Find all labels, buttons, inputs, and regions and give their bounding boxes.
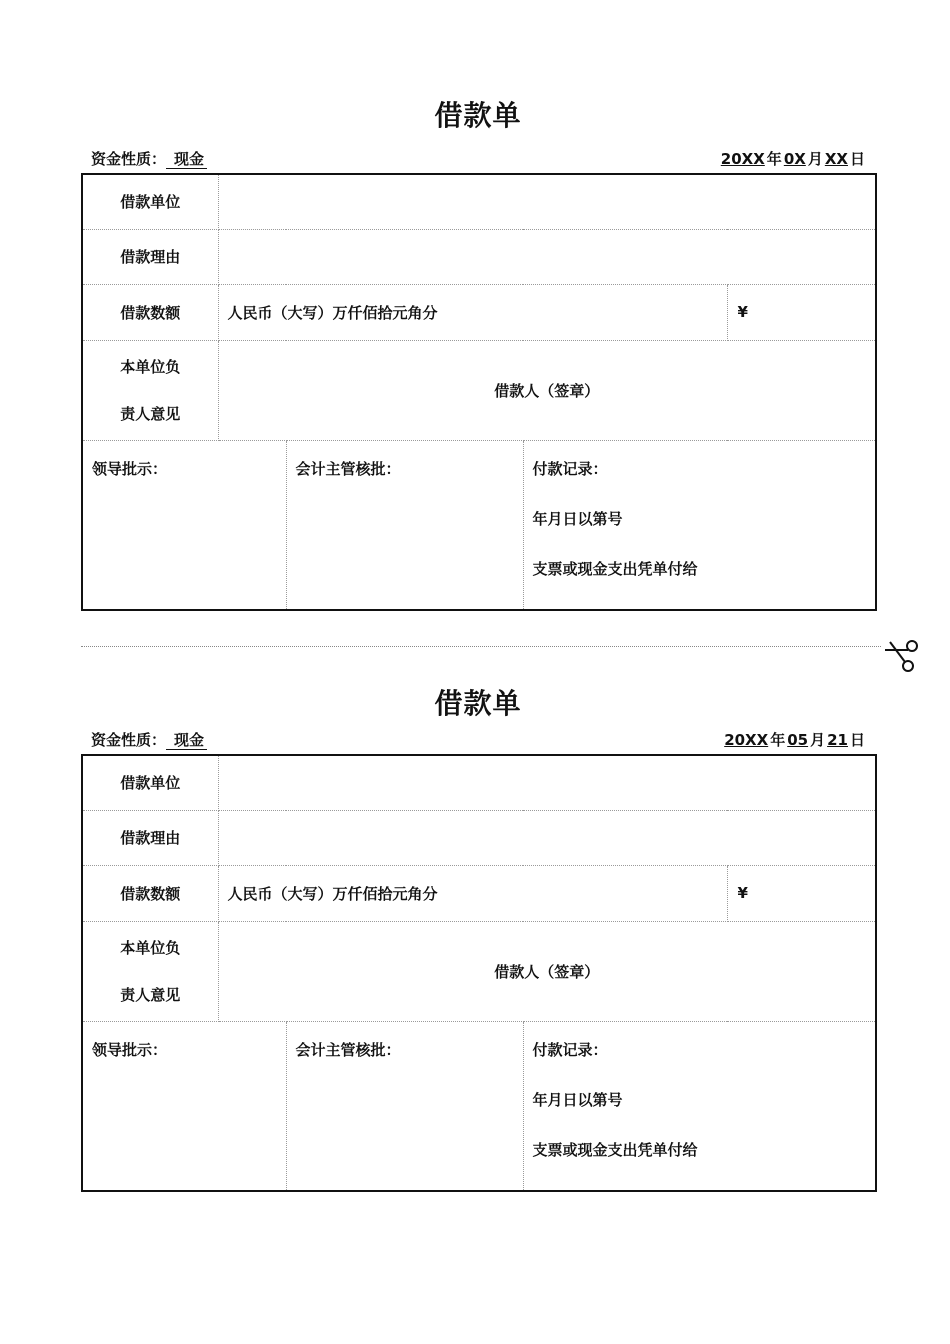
borrowing-unit-label: 借款单位 [82,174,218,229]
form-title: 借款单 [434,687,522,720]
fund-nature-label: 资金性质： [91,731,167,749]
fund-nature-value[interactable]: 现金 [166,151,207,169]
form-meta [91,730,865,750]
borrowing-reason-label: 借款理由 [82,229,218,284]
borrowing-amount-label: 借款数额 [82,284,218,340]
borrowing-reason-field[interactable] [218,810,876,865]
payment-record-line2: 年月日以第号 [532,1090,623,1109]
amount-yen[interactable]: ¥ [727,284,876,340]
amount-in-words[interactable]: 人民币（大写）万仟佰拾元角分 [218,865,727,921]
payment-record-title: 付款记录： [532,459,608,478]
borrowing-unit-field[interactable] [218,174,876,229]
date-day-unit: 日 [849,150,865,168]
date-year[interactable]: 20XX [720,150,765,168]
accounting-approval[interactable] [286,1021,523,1191]
date-year-unit: 年 [770,731,786,749]
leader-approval[interactable] [82,1021,286,1191]
opinion-label-line2: 责人意见 [120,405,181,423]
opinion-label-line1: 本单位负 [120,939,181,957]
leader-approval-label: 领导批示： [92,459,168,478]
date-month[interactable]: 05 [787,731,809,749]
opinion-label-line1: 本单位负 [120,358,181,376]
form-date [719,149,865,169]
form-meta [91,149,865,169]
date-year-unit: 年 [766,150,782,168]
fund-nature [91,730,207,750]
leader-approval[interactable] [82,440,286,610]
borrowing-amount-label: 借款数额 [82,865,218,921]
loan-table [81,173,877,611]
date-month[interactable]: 0X [783,150,806,168]
leader-approval-label: 领导批示： [92,1040,168,1059]
form-date [722,730,865,750]
opinion-label [82,921,218,1021]
borrowing-reason-field[interactable] [218,229,876,284]
date-month-unit: 月 [807,150,823,168]
payment-record-line3: 支票或现金支出凭单付给 [532,1140,698,1159]
loan-table [81,754,877,1192]
fund-nature-value[interactable]: 现金 [166,732,207,750]
borrowing-unit-label: 借款单位 [82,755,218,810]
date-year[interactable]: 20XX [724,731,769,749]
accounting-approval-label: 会计主管核批： [295,459,401,478]
form-title: 借款单 [434,99,522,132]
payment-record-line3: 支票或现金支出凭单付给 [532,559,698,578]
amount-in-words[interactable]: 人民币（大写）万仟佰拾元角分 [218,284,727,340]
amount-yen[interactable]: ¥ [727,865,876,921]
accounting-approval[interactable] [286,440,523,610]
payment-record[interactable] [523,440,876,610]
opinion-label [82,340,218,440]
date-month-unit: 月 [810,731,826,749]
borrower-sign[interactable]: 借款人（签章） [218,921,876,1021]
date-day-unit: 日 [849,731,865,749]
borrower-sign[interactable]: 借款人（签章） [218,340,876,440]
accounting-approval-label: 会计主管核批： [295,1040,401,1059]
fund-nature-label: 资金性质： [91,150,167,168]
date-day[interactable]: 21 [827,731,848,749]
cut-line [81,646,881,647]
borrowing-reason-label: 借款理由 [82,810,218,865]
opinion-label-line2: 责人意见 [120,986,181,1004]
borrowing-unit-field[interactable] [218,755,876,810]
payment-record-line2: 年月日以第号 [532,509,623,528]
scissors-icon [882,636,924,676]
payment-record[interactable] [523,1021,876,1191]
fund-nature [91,149,207,169]
payment-record-title: 付款记录： [532,1040,608,1059]
date-day[interactable]: XX [824,150,848,168]
